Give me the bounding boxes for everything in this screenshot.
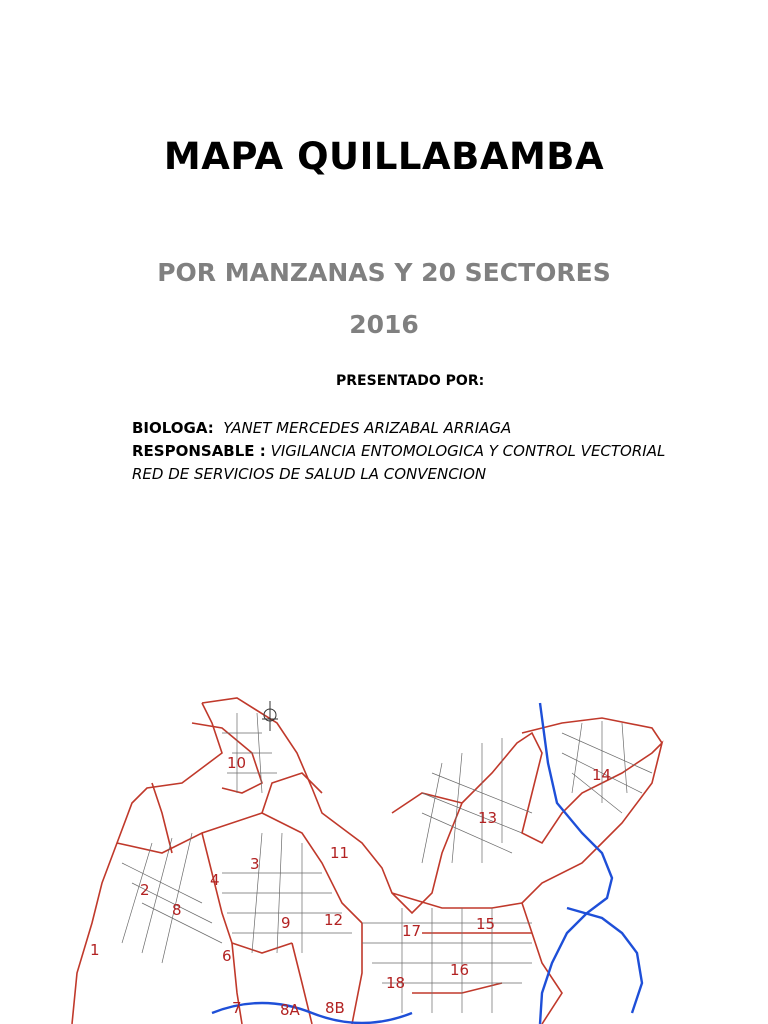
biologist-name: YANET MERCEDES ARIZABAL ARRIAGA: [223, 419, 512, 437]
responsible-label: RESPONSABLE :: [132, 442, 266, 460]
sector-label-17: 17: [402, 922, 422, 940]
credits-line-organization: [132, 463, 665, 486]
sector-label-10: 10: [227, 754, 247, 772]
sector-label-13: 13: [478, 809, 498, 827]
sector-label-14: 14: [592, 766, 612, 784]
sector-label-15: 15: [476, 915, 496, 933]
presented-by-label: PRESENTADO POR:: [336, 373, 485, 389]
sector-label-11: 11: [330, 844, 350, 862]
sector-label-3: 3: [250, 855, 260, 873]
sector-label-8b: 8B: [325, 999, 345, 1017]
sector-boundaries: [72, 698, 662, 1024]
sector-label-18: 18: [386, 974, 406, 992]
sector-labels: [90, 754, 611, 1019]
street-grid: [122, 713, 652, 1013]
sector-label-1: 1: [90, 941, 100, 959]
credits-block: [132, 417, 665, 486]
credits-line-responsible: [132, 440, 665, 463]
page-title: MAPA QUILLABAMBA: [163, 135, 605, 178]
sector-label-7: 7: [232, 999, 242, 1017]
city-map: [62, 693, 682, 1024]
sector-label-4: 4: [210, 871, 220, 889]
organization-name: RED DE SERVICIOS DE SALUD LA CONVENCION: [132, 465, 487, 483]
biologist-label: BIOLOGA:: [132, 419, 214, 437]
sector-label-2: 2: [140, 881, 150, 899]
credits-line-biologist: [132, 417, 665, 440]
page-subtitle: POR MANZANAS Y 20 SECTORES: [157, 258, 611, 287]
sector-label-8: 8: [172, 901, 182, 919]
city-map-drawing: [62, 693, 682, 1024]
page-year: 2016: [349, 310, 419, 339]
river: [212, 703, 642, 1024]
sector-label-12: 12: [324, 911, 344, 929]
sector-label-9: 9: [281, 914, 291, 932]
sector-label-8a: 8A: [280, 1001, 300, 1019]
responsible-value: VIGILANCIA ENTOMOLOGICA Y CONTROL VECTORIAL: [270, 442, 666, 460]
sector-label-6: 6: [222, 947, 232, 965]
sector-label-16: 16: [450, 961, 470, 979]
north-arrow-icon: [262, 701, 278, 731]
